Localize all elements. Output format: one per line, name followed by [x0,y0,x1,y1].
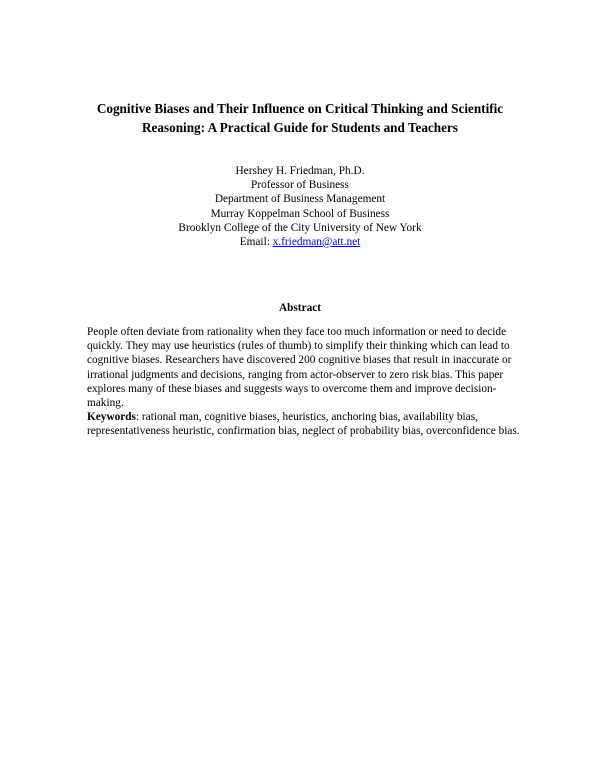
email-label: Email: [239,236,273,249]
keywords-label: Keywords [87,411,136,424]
author-block [100,164,500,249]
abstract-line: quickly. They may use heuristics (rules of thumb) to simplify their thinking which can lead to [87,340,510,353]
author-school: Murray Koppelman School of Business [210,207,390,220]
author-college: Brooklyn College of the City University of New York [178,221,422,234]
author-name: Hershey H. Friedman, Ph.D. [235,165,365,177]
title-line: Cognitive Biases and Their Influence on Critical Thinking and Scientific [96,101,504,116]
title-line: Reasoning: A Practical Guide for Students and Teachers [142,120,458,135]
keywords-line [87,410,547,424]
abstract-line: explores many of these biases and suggests ways to overcome them and improve decision- [87,382,497,395]
keywords-line: representativeness heuristic, confirmation bias, neglect of probability bias, overconfidence bias. [87,425,520,438]
keywords-text: : rational man, cognitive biases, heuristics, anchoring bias, availability bias, [135,411,478,424]
paper-title [60,99,540,137]
abstract-line: People often deviate from rationality when they face too much information or need to decide [87,326,507,338]
abstract-line: cognitive biases. Researchers have discovered 200 cognitive biases that result in inaccurate or [87,354,512,367]
email-link[interactable]: x.friedman@att.net [272,236,361,249]
author-email-line [100,235,500,249]
abstract-body [87,325,547,439]
abstract-line: making. [87,397,124,410]
abstract-line: irrational judgments and decisions, ranging from actor-observer to zero risk bias. This paper [87,368,504,381]
author-position: Professor of Business [251,179,349,192]
author-department: Department of Business Management [214,193,386,206]
abstract-heading: Abstract [278,302,322,314]
